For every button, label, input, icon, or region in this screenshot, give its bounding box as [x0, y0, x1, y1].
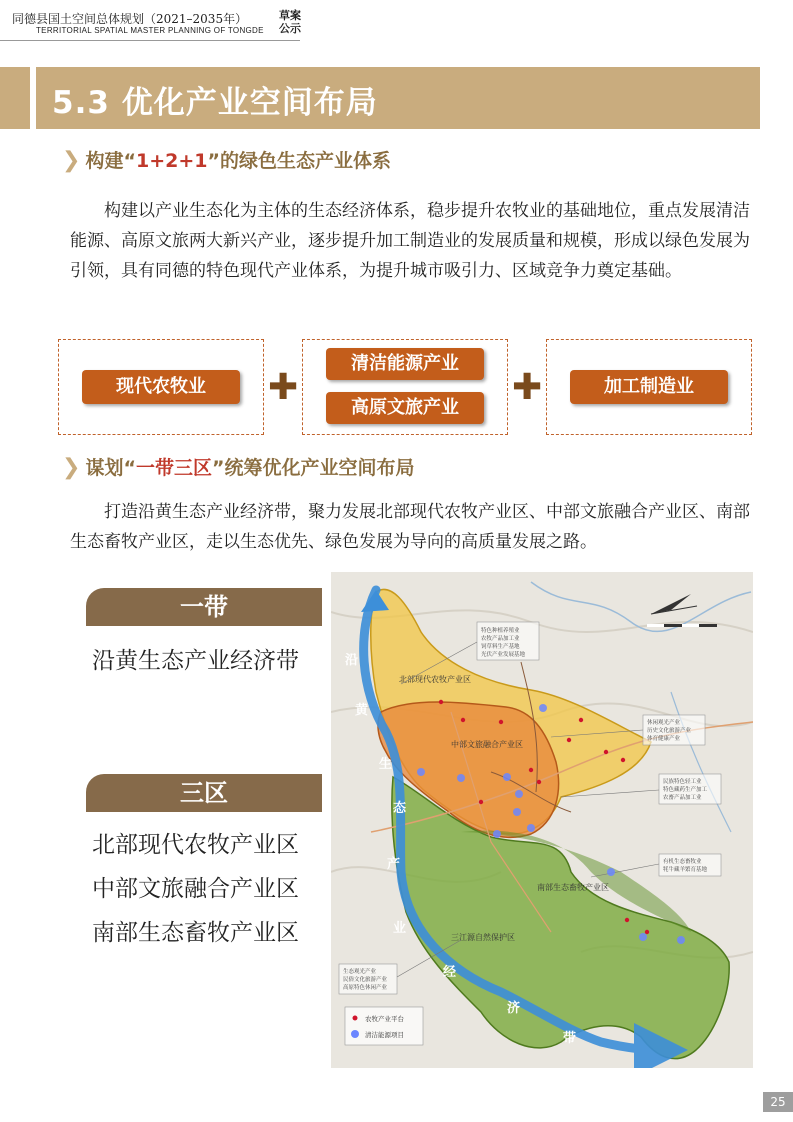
plus-icon: ✚	[512, 367, 543, 408]
section-title: 5.3 优化产业空间布局	[52, 85, 378, 121]
map-label-south: 南部生态畜牧产业区	[537, 883, 609, 892]
svg-text:业: 业	[393, 921, 407, 936]
legend-blue-dot	[351, 1030, 359, 1038]
legend-agri-label: 农牧产业平台	[365, 1015, 404, 1023]
industry-layout-map	[331, 572, 753, 1068]
svg-text:态: 态	[393, 801, 407, 816]
svg-text:济: 济	[507, 1001, 521, 1016]
svg-text:特色藏药生产加工: 特色藏药生产加工	[663, 787, 708, 793]
paragraph-1: 构建以产业生态化为主体的生态经济体系，稳步提升农牧业的基础地位，重点发展清洁能源、高原文旅两大新兴产业，逐步提升加工制造业的发展质量和规模，形成以绿色发展为引领，具有同德的特色现代产业体系，为提升城市吸引力、区域竞争力奠定基础。	[70, 201, 750, 281]
svg-text:沿: 沿	[345, 653, 359, 668]
map-legend	[345, 1007, 423, 1045]
svg-text:生: 生	[379, 757, 393, 772]
svg-text:带: 带	[563, 1031, 577, 1046]
zone-label-middle: 中部文旅融合产业区	[92, 876, 299, 902]
legend-red-dot	[353, 1016, 358, 1021]
svg-text:生态观光产业: 生态观光产业	[343, 969, 377, 975]
paragraph-2: 打造沿黄生态产业经济带，聚力发展北部现代农牧产业区、中部文旅融合产业区、南部生态畜牧产业区，走以生态优先、绿色发展为导向的高质量发展之路。	[70, 502, 750, 552]
chevron-right-icon: ❯	[62, 148, 81, 173]
zone-label-north: 北部现代农牧产业区	[92, 832, 299, 858]
banner-accent	[0, 67, 30, 129]
svg-text:牦牛藏羊繁育基地: 牦牛藏羊繁育基地	[663, 867, 708, 873]
pill-agriculture: 现代农牧业	[82, 370, 240, 404]
pill-clean-energy: 清洁能源产业	[326, 348, 484, 380]
tag-one-belt: 一带	[86, 588, 322, 626]
subhead-1	[62, 146, 391, 173]
svg-text:产: 产	[387, 857, 401, 872]
plus-icon: ✚	[268, 367, 299, 408]
page-number: 25	[763, 1092, 793, 1112]
svg-text:特色种植养殖业: 特色种植养殖业	[481, 628, 520, 634]
header-divider	[0, 40, 300, 41]
document-subtitle: TERRITORIAL SPATIAL MASTER PLANNING OF TONGDE	[36, 26, 264, 35]
subhead-2-text: 谋划“一带三区”统筹优化产业空间布局	[85, 457, 415, 479]
scale-bar	[647, 624, 717, 627]
subhead-1-text: 构建“1+2+1”的绿色生态产业体系	[85, 150, 392, 172]
document-title: 同德县国土空间总体规划（2021–2035年）	[12, 12, 248, 26]
draft-badge-line1: 草案	[279, 9, 301, 22]
svg-text:经: 经	[443, 965, 457, 980]
pill-manufacturing: 加工制造业	[570, 370, 728, 404]
svg-text:体育健康产业: 体育健康产业	[647, 736, 681, 742]
subhead-2	[62, 453, 415, 480]
chevron-right-icon: ❯	[62, 455, 81, 480]
tag-three-zones: 三区	[86, 774, 322, 812]
draft-badge	[278, 9, 302, 35]
svg-text:有机生态畜牧业: 有机生态畜牧业	[663, 859, 702, 865]
svg-text:历史文化旅游产业: 历史文化旅游产业	[647, 728, 692, 734]
pill-tourism: 高原文旅产业	[326, 392, 484, 424]
svg-text:农畜产品加工业: 农畜产品加工业	[663, 795, 702, 801]
svg-text:农牧产品加工业: 农牧产品加工业	[481, 636, 520, 642]
svg-text:民族特色轻工业: 民族特色轻工业	[663, 779, 702, 785]
map-label-reserve: 三江源自然保护区	[451, 933, 515, 942]
map-label-north: 北部现代农牧产业区	[399, 675, 471, 684]
svg-text:光伏产业发展基地: 光伏产业发展基地	[481, 652, 526, 658]
legend-energy-label: 清洁能源项目	[365, 1031, 404, 1039]
svg-text:饲草料生产基地: 饲草料生产基地	[481, 644, 520, 650]
svg-text:黄: 黄	[355, 703, 369, 718]
belt-label: 沿黄生态产业经济带	[92, 648, 299, 674]
map-label-middle: 中部文旅融合产业区	[451, 740, 523, 749]
draft-badge-line2: 公示	[279, 22, 301, 35]
zone-label-south: 南部生态畜牧产业区	[92, 920, 299, 946]
svg-text:民俗文化旅游产业: 民俗文化旅游产业	[343, 977, 388, 983]
svg-text:休闲观光产业: 休闲观光产业	[647, 720, 681, 726]
svg-text:高原特色休闲产业: 高原特色休闲产业	[343, 985, 388, 991]
